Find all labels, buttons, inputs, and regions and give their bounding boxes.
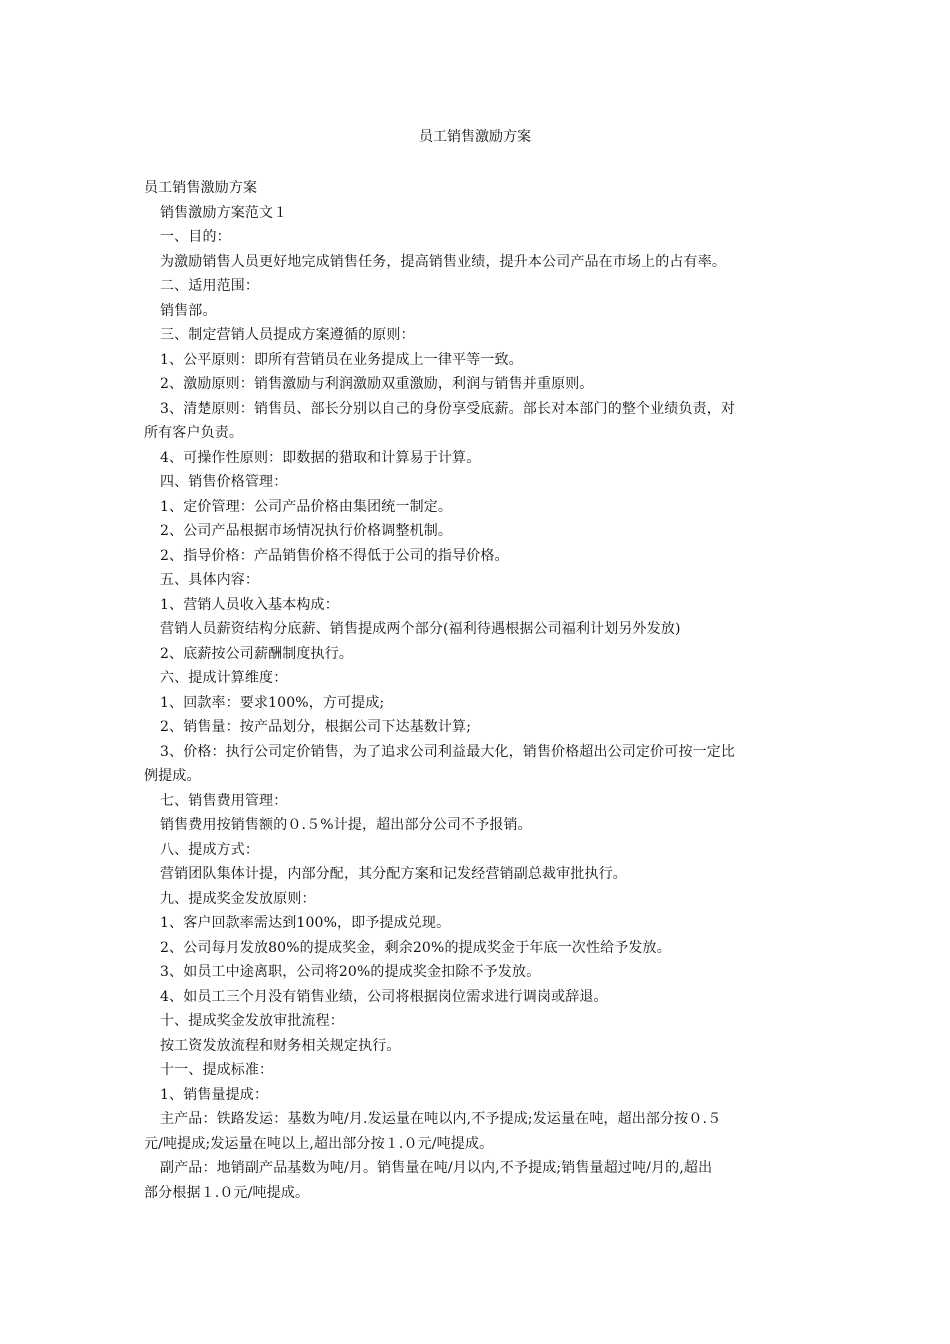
text-line: 2、销售量：按产品划分，根据公司下达基数计算;: [160, 719, 472, 735]
document-body: [144, 176, 806, 1205]
text-line: 十、提成奖金发放审批流程：: [160, 1013, 344, 1029]
text-line: 员工销售激励方案: [144, 180, 258, 196]
text-line: 九、提成奖金发放原则：: [160, 890, 316, 907]
text-line: 按工资发放流程和财务相关规定执行。: [160, 1037, 401, 1054]
text-line: 4、如员工三个月没有销售业绩，公司将根据岗位需求进行调岗或辞退。: [160, 988, 608, 1005]
text-line: 销售激励方案范文１: [160, 204, 288, 221]
text-line: 1、定价管理：公司产品价格由集团统一制定。: [160, 498, 453, 515]
text-line: 主产品：铁路发运：基数为吨/月.发运量在吨以内,不予提成;发运量在吨，超出部分按０.５: [160, 1111, 722, 1127]
text-line: 三、制定营销人员提成方案遵循的原则：: [160, 327, 415, 343]
page-title: 员工销售激励方案: [419, 129, 531, 145]
text-line: 所有客户负责。: [144, 425, 244, 441]
text-line: 1、营销人员收入基本构成：: [160, 596, 339, 613]
text-line: 3、价格：执行公司定价销售，为了追求公司利益最大化，销售价格超出公司定价可按一定比: [160, 743, 736, 760]
text-line: 四、销售价格管理：: [160, 474, 288, 490]
text-line: 1、客户回款率需达到100%，即予提成兑现。: [160, 915, 451, 931]
text-line: 2、公司每月发放80%的提成奖金，剩余20%的提成奖金于年底一次性给予发放。: [160, 939, 671, 956]
text-line: 3、如员工中途离职，公司将20%的提成奖金扣除不予发放。: [160, 964, 541, 980]
text-line: 2、指导价格：产品销售价格不得低于公司的指导价格。: [160, 547, 509, 564]
text-line: 1、销售量提成：: [160, 1086, 269, 1103]
text-line: 副产品：地销副产品基数为吨/月。销售量在吨/月以内,不予提成;销售量超过吨/月的,超出: [160, 1160, 713, 1176]
text-line: 营销人员薪资结构分底薪、销售提成两个部分(福利待遇根据公司福利计划另外发放): [160, 621, 681, 637]
text-line: 部分根据１.０元/吨提成。: [144, 1184, 310, 1201]
text-line: 二、适用范围：: [160, 278, 260, 294]
text-line: 八、提成方式：: [160, 841, 260, 858]
text-line: 2、公司产品根据市场情况执行价格调整机制。: [160, 523, 453, 539]
text-line: 销售部。: [160, 302, 217, 319]
text-line: 2、底薪按公司薪酬制度执行。: [160, 645, 354, 662]
text-line: 元/吨提成;发运量在吨以上,超出部分按１.０元/吨提成。: [144, 1135, 494, 1152]
text-line: 六、提成计算维度：: [160, 670, 288, 686]
text-line: 1、公平原则：即所有营销员在业务提成上一律平等一致。: [160, 351, 523, 368]
text-line: 4、可操作性原则：即数据的猎取和计算易于计算。: [160, 449, 481, 466]
text-line: 销售费用按销售额的０.５%计提，超出部分公司不予报销。: [160, 817, 532, 833]
text-line: 2、激励原则：销售激励与利润激励双重激励，利润与销售并重原则。: [160, 376, 594, 392]
text-line: 3、清楚原则：销售员、部长分别以自己的身份享受底薪。部长对本部门的整个业绩负责，对: [160, 400, 736, 417]
text-line: 十一、提成标准：: [160, 1062, 274, 1078]
text-line: 例提成。: [144, 768, 201, 784]
text-line: 为激励销售人员更好地完成销售任务，提高销售业绩，提升本公司产品在市场上的占有率。: [160, 253, 726, 270]
text-line: 五、具体内容：: [160, 572, 260, 588]
text-line: 一、目的：: [160, 229, 231, 245]
text-line: 七、销售费用管理：: [160, 792, 288, 809]
text-line: 营销团队集体计提，内部分配，其分配方案和记发经营销副总裁审批执行。: [160, 866, 627, 882]
text-line: 1、回款率：要求100%，方可提成;: [160, 694, 385, 711]
